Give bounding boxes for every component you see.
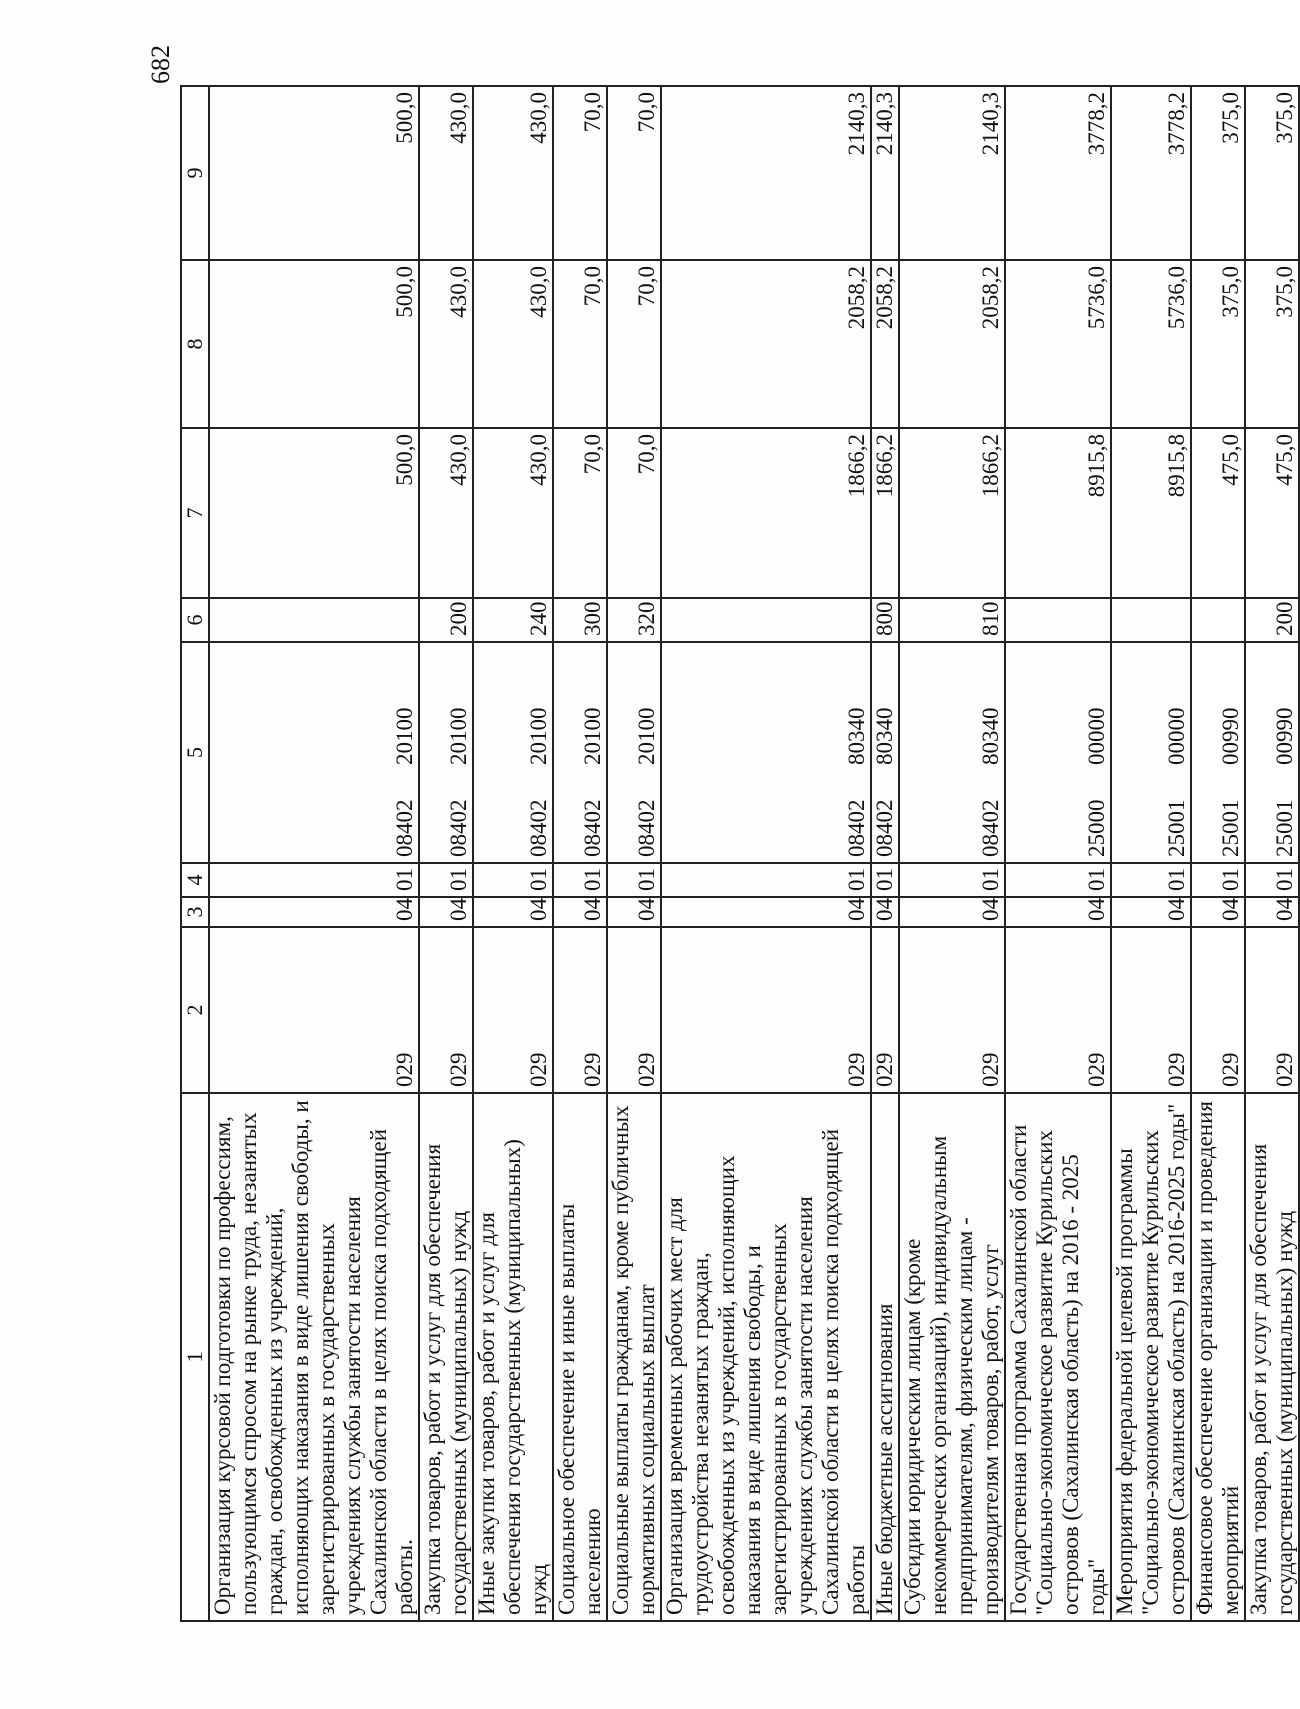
row-name-cell: Субсидии юридическим лицам (кроме некоммерческих организаций), индивидуальным предпринимателям, физическим лицам - производителям товаров, работ, услуг: [899, 1093, 1005, 1621]
target-article-part-2: 20100: [634, 707, 659, 765]
row-target-article-cell: [419, 642, 473, 863]
target-article-part-2: 80340: [872, 707, 897, 765]
row-target-article-cell: [1191, 642, 1245, 863]
row-amount-cell: 430,0: [473, 260, 553, 428]
row-amount-cell: 2058,2: [661, 260, 871, 428]
row-name-cell: Закупка товаров, работ и услуг для обеспечения государственных (муниципальных) нужд: [419, 1093, 473, 1621]
column-header: 7: [181, 428, 209, 598]
row-amount-cell: 2058,2: [871, 260, 899, 428]
row-amount-cell: 475,0: [1191, 428, 1245, 598]
row-target-article-cell: [871, 642, 899, 863]
table-row: [661, 86, 871, 1621]
row-code-cell: 029: [661, 927, 871, 1093]
table-row: [871, 86, 899, 1621]
row-name-cell: Организация временных рабочих мест для трудоустройства незанятых граждан, освобожденных из учреждений, исполняющих наказания в виде лишения свободы, и зарегистрированных в государственных учреждениях службы занятости населения Сахалинской области в целях поиска подходящей работы: [661, 1093, 871, 1621]
row-amount-cell: 500,0: [209, 86, 419, 260]
row-section-cell: 04: [871, 897, 899, 927]
row-expense-type-cell: 300: [553, 598, 607, 642]
row-subsection-cell: 01: [661, 863, 871, 897]
target-article-part-1: 25001: [1164, 799, 1189, 857]
row-subsection-cell: 01: [871, 863, 899, 897]
row-subsection-cell: 01: [473, 863, 553, 897]
row-target-article-cell: [607, 642, 661, 863]
row-target-article-cell: [473, 642, 553, 863]
target-article-part-2: 20100: [446, 707, 471, 765]
row-name-cell: Социальные выплаты гражданам, кроме публичных нормативных социальных выплат: [607, 1093, 661, 1621]
column-header: 9: [181, 86, 209, 260]
row-amount-cell: 475,0: [1245, 428, 1299, 598]
target-article-part-1: 08402: [446, 799, 471, 857]
row-section-cell: 04: [1245, 897, 1299, 927]
row-code-cell: 029: [607, 927, 661, 1093]
row-name-cell: Социальное обеспечение и иные выплаты населению: [553, 1093, 607, 1621]
row-code-cell: 029: [419, 927, 473, 1093]
row-name-cell: Мероприятия федеральной целевой программы "Социально-экономическое развитие Курильских островов (Сахалинская область) на 2016-2025 годы": [1111, 1093, 1191, 1621]
row-expense-type-cell: [661, 598, 871, 642]
row-amount-cell: 70,0: [553, 428, 607, 598]
row-code-cell: 029: [473, 927, 553, 1093]
row-code-cell: 029: [899, 927, 1005, 1093]
row-subsection-cell: 01: [1111, 863, 1191, 897]
target-article-part-1: 08402: [872, 799, 897, 857]
target-article-part-2: 00990: [1272, 707, 1297, 765]
rotated-content: [120, 45, 1297, 1622]
target-article-part-1: 08402: [978, 799, 1003, 857]
row-amount-cell: 1866,2: [661, 428, 871, 598]
row-name-cell: Иные бюджетные ассигнования: [871, 1093, 899, 1621]
row-subsection-cell: 01: [1005, 863, 1111, 897]
target-article-part-2: 80340: [978, 707, 1003, 765]
table-row: [607, 86, 661, 1621]
row-section-cell: 04: [899, 897, 1005, 927]
row-section-cell: 04: [607, 897, 661, 927]
column-header: 8: [181, 260, 209, 428]
row-code-cell: 029: [209, 927, 419, 1093]
target-article-part-1: 25000: [1084, 799, 1109, 857]
row-subsection-cell: 01: [607, 863, 661, 897]
table-row: [419, 86, 473, 1621]
row-code-cell: 029: [1111, 927, 1191, 1093]
row-section-cell: 04: [1191, 897, 1245, 927]
target-article-part-1: 25001: [1272, 799, 1297, 857]
row-amount-cell: 500,0: [209, 428, 419, 598]
row-amount-cell: 430,0: [419, 260, 473, 428]
row-code-cell: 029: [1005, 927, 1111, 1093]
table-body: [209, 86, 1299, 1621]
header-row: [181, 86, 209, 1621]
target-article-part-2: 80340: [844, 707, 869, 765]
row-expense-type-cell: 240: [473, 598, 553, 642]
column-header: 6: [181, 598, 209, 642]
table-row: [1111, 86, 1191, 1621]
row-amount-cell: 500,0: [209, 260, 419, 428]
target-article-part-1: 08402: [844, 799, 869, 857]
table-row: [899, 86, 1005, 1621]
row-amount-cell: 2058,2: [899, 260, 1005, 428]
row-amount-cell: 430,0: [473, 86, 553, 260]
row-amount-cell: 5736,0: [1111, 260, 1191, 428]
target-article-part-1: 25001: [1218, 799, 1243, 857]
row-section-cell: 04: [209, 897, 419, 927]
row-expense-type-cell: [1111, 598, 1191, 642]
row-target-article-cell: [1005, 642, 1111, 863]
column-header: 3: [181, 897, 209, 927]
row-amount-cell: 70,0: [553, 86, 607, 260]
column-header: 5: [181, 642, 209, 863]
row-amount-cell: 2140,3: [899, 86, 1005, 260]
row-target-article-cell: [661, 642, 871, 863]
row-amount-cell: 3778,2: [1005, 86, 1111, 260]
target-article-part-2: 20100: [580, 707, 605, 765]
row-name-cell: Государственная программа Сахалинской области "Социально-экономическое развитие Курильских островов (Сахалинская область) на 2016 - 2025 годы": [1005, 1093, 1111, 1621]
row-name-cell: Иные закупки товаров, работ и услуг для обеспечения государственных (муниципальных) нужд: [473, 1093, 553, 1621]
row-expense-type-cell: 810: [899, 598, 1005, 642]
row-expense-type-cell: [1005, 598, 1111, 642]
target-article-part-1: 08402: [580, 799, 605, 857]
target-article-part-2: 00990: [1218, 707, 1243, 765]
row-target-article-cell: [1245, 642, 1299, 863]
row-amount-cell: 2140,3: [871, 86, 899, 260]
target-article-part-2: 00000: [1084, 707, 1109, 765]
row-amount-cell: 375,0: [1191, 86, 1245, 260]
row-amount-cell: 1866,2: [899, 428, 1005, 598]
target-article-part-1: 08402: [392, 799, 417, 857]
target-article-part-1: 08402: [634, 799, 659, 857]
row-amount-cell: 3778,2: [1111, 86, 1191, 260]
row-amount-cell: 8915,8: [1111, 428, 1191, 598]
row-amount-cell: 70,0: [607, 260, 661, 428]
row-target-article-cell: [899, 642, 1005, 863]
row-amount-cell: 430,0: [473, 428, 553, 598]
row-code-cell: 029: [871, 927, 899, 1093]
row-section-cell: 04: [553, 897, 607, 927]
row-expense-type-cell: 200: [1245, 598, 1299, 642]
row-name-cell: Организация курсовой подготовки по профессиям, пользующимся спросом на рынке труда, незанятых граждан, освобожденных из учреждений, исполняющих наказания в виде лишения свободы, и зарегистрированных в государственных учреждениях службы занятости населения Сахалинской области в целях поиска подходящей работы.: [209, 1093, 419, 1621]
row-amount-cell: 430,0: [419, 428, 473, 598]
row-amount-cell: 375,0: [1245, 260, 1299, 428]
row-amount-cell: 430,0: [419, 86, 473, 260]
row-subsection-cell: 01: [553, 863, 607, 897]
row-expense-type-cell: 200: [419, 598, 473, 642]
row-target-article-cell: [209, 642, 419, 863]
row-target-article-cell: [1111, 642, 1191, 863]
row-name-cell: Закупка товаров, работ и услуг для обеспечения государственных (муниципальных) нужд: [1245, 1093, 1299, 1621]
row-amount-cell: 5736,0: [1005, 260, 1111, 428]
row-name-cell: Финансовое обеспечение организации и проведения мероприятий: [1191, 1093, 1245, 1621]
row-subsection-cell: 01: [209, 863, 419, 897]
row-target-article-cell: [553, 642, 607, 863]
table-row: [1005, 86, 1111, 1621]
row-amount-cell: 8915,8: [1005, 428, 1111, 598]
page-number: 682: [146, 45, 175, 84]
row-section-cell: 04: [1111, 897, 1191, 927]
row-section-cell: 04: [1005, 897, 1111, 927]
target-article-part-2: 00000: [1164, 707, 1189, 765]
row-expense-type-cell: [1191, 598, 1245, 642]
target-article-part-1: 08402: [526, 799, 551, 857]
row-amount-cell: 1866,2: [871, 428, 899, 598]
target-article-part-2: 20100: [392, 707, 417, 765]
row-expense-type-cell: [209, 598, 419, 642]
row-section-cell: 04: [661, 897, 871, 927]
row-expense-type-cell: 800: [871, 598, 899, 642]
budget-table: [180, 85, 1300, 1622]
table-row: [1245, 86, 1299, 1621]
row-code-cell: 029: [553, 927, 607, 1093]
row-subsection-cell: 01: [1191, 863, 1245, 897]
row-amount-cell: 375,0: [1245, 86, 1299, 260]
row-subsection-cell: 01: [1245, 863, 1299, 897]
row-amount-cell: 70,0: [553, 260, 607, 428]
row-section-cell: 04: [419, 897, 473, 927]
column-header: 1: [181, 1093, 209, 1621]
row-subsection-cell: 01: [419, 863, 473, 897]
row-amount-cell: 70,0: [607, 428, 661, 598]
target-article-part-2: 20100: [526, 707, 551, 765]
row-amount-cell: 375,0: [1191, 260, 1245, 428]
row-amount-cell: 70,0: [607, 86, 661, 260]
row-section-cell: 04: [473, 897, 553, 927]
row-subsection-cell: 01: [899, 863, 1005, 897]
table-row: [473, 86, 553, 1621]
column-header: 2: [181, 927, 209, 1093]
row-code-cell: 029: [1191, 927, 1245, 1093]
column-header: 4: [181, 863, 209, 897]
row-expense-type-cell: 320: [607, 598, 661, 642]
table-row: [553, 86, 607, 1621]
table-row: [1191, 86, 1245, 1621]
row-amount-cell: 2140,3: [661, 86, 871, 260]
table-row: [209, 86, 419, 1621]
row-code-cell: 029: [1245, 927, 1299, 1093]
